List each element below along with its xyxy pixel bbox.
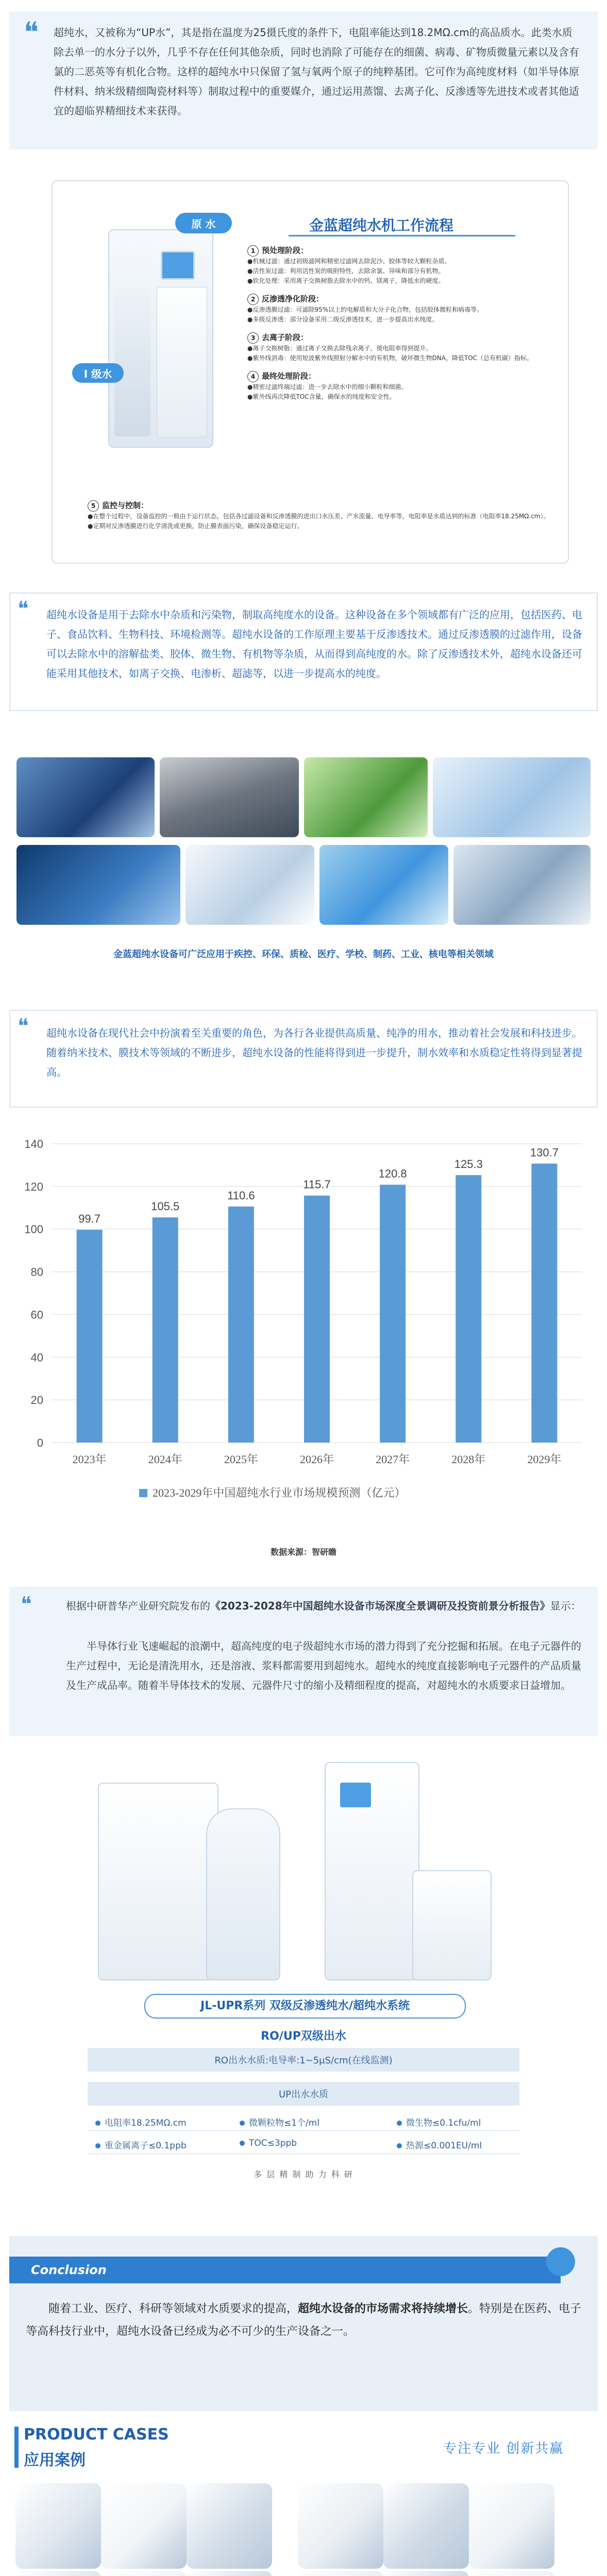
y-tick-label: 120 <box>24 1180 43 1193</box>
step-item: ●紫外线再次降低TOC含量，确保水的纯度和安全性。 <box>247 393 396 400</box>
step-item: ●软化处理：采用离子交换树脂去除水中的钙、镁离子，降低水的硬度。 <box>247 277 445 284</box>
bar <box>380 1185 406 1443</box>
quote-icon: ❝ <box>24 16 39 48</box>
industrial-plant-photo <box>160 757 299 837</box>
report-card <box>9 1587 598 1736</box>
case-photo <box>298 2571 383 2576</box>
case-photo <box>101 2571 187 2576</box>
up-quality-bar: UP出水水质 <box>88 2082 519 2106</box>
research-photo <box>16 845 180 925</box>
photo-caption: 金蓝超纯水设备可广泛应用于疾控、环保、质检、医疗、学校、制药、工业、核电等相关领域 <box>113 949 494 960</box>
spec-divider <box>88 2130 519 2131</box>
step-item: ●机械过滤：通过初级滤网和精密过滤网去除泥沙、胶体等较大颗粒杂质。 <box>247 258 451 265</box>
case-photo <box>469 2483 554 2569</box>
ro-up-label: RO/UP双级出水 <box>261 2030 346 2043</box>
bullet-icon <box>95 2121 100 2126</box>
product-slogan: 多 层 精 制 助 力 科 研 <box>254 2170 353 2179</box>
step-title: 去离子阶段： <box>262 333 309 342</box>
spec-particles: 微颗粒物≤1个/ml <box>240 2115 319 2128</box>
application-text: 超纯水设备是用于去除水中杂质和污染物，制取高纯度水的设备。这种设备在多个领域都有广泛的应用，包括医药、电子、食品饮料、生物科技、环境检测等。超纯水设备的工作原理主要基于反渗透技术。通过反渗透膜的过滤作用，设备可以去除水中的溶解盐类、胶体、微生物、有机物等杂质，从而得到高纯度的水。除了反渗透技术外，超纯水设备还可能采用其他技术，如离子交换、电渗析、超滤等，以进一步提高水的纯度。 <box>46 608 582 680</box>
x-tick-label: 2028年 <box>451 1453 486 1466</box>
case-photo <box>298 2483 383 2569</box>
photo-collage <box>0 757 607 943</box>
step-item: ●在整个过程中，设备监控的一般由于运行状态，包括各过滤设备和反渗透膜的进出口水压差、产水流量、电导率等，电阻率是水质达到的标准（电阻率18.25MΩ.cm）。 <box>88 513 550 520</box>
grade1-water-label: I 级水 <box>72 363 124 383</box>
x-tick-label: 2024年 <box>148 1453 182 1466</box>
report-text <box>66 1596 581 1616</box>
data-label: 130.7 <box>530 1146 559 1159</box>
conclusion-section <box>0 2236 607 2411</box>
bullet-icon <box>240 2121 245 2126</box>
conclusion-circle-icon <box>546 2247 575 2276</box>
machine-door <box>157 287 207 437</box>
case-photo <box>383 2483 469 2569</box>
health-photo <box>186 845 314 925</box>
step-5 <box>88 500 551 531</box>
x-tick-label: 2027年 <box>376 1453 410 1466</box>
cases-title-en: PRODUCT CASES <box>24 2426 169 2444</box>
laboratory-photo <box>433 757 591 837</box>
y-tick-label: 0 <box>37 1436 43 1449</box>
step-item: ●精密过滤终端过滤：进一步去除水中的细小颗粒和细菌。 <box>247 383 408 391</box>
intro-text: 超纯水，又被称为“UP水”，其是指在温度为25摄氏度的条件下，电阻率能达到18.2MΩ.cm的高品质水。此类水质除去单一的水分子以外，几乎不存在任何其他杂质，同时也消除了可能存在的细菌、病毒、矿物质微量元素以及含有氯的二恶英等有机化合物。这样的超纯水中只保留了氢与氧两个原子的纯粹基团。它可作为高纯度材料（如半导体原件材料、纳米级精细陶瓷材料等）制取过程中的重要媒介，通过运用蒸馏、去离子化、反渗透等先进技术或者其他适宜的超临界精细技术来获得。 <box>54 26 579 117</box>
report-lead: 根据中研普华产业研究院发布的 <box>66 1600 210 1612</box>
y-tick-label: 40 <box>30 1351 43 1364</box>
data-label: 99.7 <box>78 1212 100 1225</box>
step-item: ●离子交换树脂：通过离子交换去除残余离子，使电阻率得到提升。 <box>247 345 432 352</box>
bar <box>228 1207 254 1443</box>
step-title: 监控与控制： <box>102 501 149 510</box>
flow-title-underline <box>289 235 515 236</box>
step-number: 4 <box>247 371 259 382</box>
legend-swatch <box>139 1489 147 1497</box>
market-chart <box>10 1123 597 1535</box>
bar <box>531 1164 557 1443</box>
x-tick-label: 2023年 <box>72 1453 107 1466</box>
report-body: 半导体行业飞速崛起的浪潮中，超高纯度的电子级超纯水市场的潜力得到了充分挖掘和拓展。在电子元器件的生产过程中，无论是清洗用水，还是溶液、浆料都需要用到超纯水。超纯水的纯度直接影响电子元器件的产品质量及生产成品率。随着半导体技术的发展、元器件尺寸的缩小及精细程度的提高，对超纯水的水质要求日益增加。 <box>66 1640 581 1691</box>
case-photo <box>187 2483 272 2569</box>
bar <box>77 1230 103 1443</box>
data-label: 120.8 <box>378 1167 407 1180</box>
step-1 <box>247 245 536 286</box>
step-item: ●紫外线消毒：使用短波紫外线照射分解水中的有机物，破坏微生物DNA，降低TOC（总有机碳）指标。 <box>247 354 533 362</box>
application-card <box>9 592 598 711</box>
product-section <box>0 1752 607 2215</box>
bullet-icon <box>397 2121 402 2126</box>
product-unit-tall <box>325 1762 419 1980</box>
environment-leaf-photo <box>304 757 428 837</box>
cases-title-cn: 应用案例 <box>24 2451 86 2469</box>
spec-pyrogen: 热源≤0.001EU/ml <box>397 2138 482 2151</box>
report-rest: 显示： <box>550 1600 581 1612</box>
step-2 <box>247 293 536 325</box>
step-number: 5 <box>88 500 99 512</box>
spec-heavy-metals: 重金属离子≤0.1ppb <box>95 2138 187 2151</box>
pharmacy-photo <box>319 845 448 925</box>
y-tick-label: 140 <box>24 1138 43 1150</box>
machine-screen <box>161 251 195 280</box>
chart-source: 数据来源：智研瞻 <box>270 1547 336 1557</box>
conclusion-heading: Conclusion <box>31 2263 107 2277</box>
bar <box>456 1175 481 1443</box>
bullet-icon <box>240 2141 245 2146</box>
bar <box>304 1196 330 1443</box>
step-title: 反渗透净化阶段： <box>262 294 324 303</box>
model-bar: JL-UPR系列 双级反渗透纯水/超纯水系统 <box>144 1994 466 2019</box>
data-label: 115.7 <box>303 1178 331 1191</box>
case-photo <box>187 2571 272 2576</box>
flow-steps <box>247 245 536 409</box>
quote-icon: ❝ <box>21 1592 32 1616</box>
step-number: 1 <box>247 245 259 257</box>
case-photo <box>101 2483 187 2569</box>
intro-card <box>9 11 598 149</box>
y-tick-label: 60 <box>30 1308 43 1321</box>
case-photo <box>15 2483 101 2569</box>
step-item: ●反渗透膜过滤：可滤除95%以上的电解质和大分子化合物，包括胶体微粒和病毒等。 <box>247 306 483 313</box>
flow-title: 金蓝超纯水机工作流程 <box>309 217 454 234</box>
raw-water-label: 原 水 <box>175 213 232 233</box>
bullet-icon <box>397 2143 402 2148</box>
spec-toc: TOC≤3ppb <box>240 2138 297 2148</box>
cases-section <box>0 2421 607 2576</box>
x-tick-label: 2029年 <box>527 1453 562 1466</box>
ro-quality-bar: RO出水水质:电导率:1~5μS/cm(在线监测) <box>88 2048 519 2072</box>
case-photo <box>383 2571 469 2576</box>
step-title: 预处理阶段： <box>262 246 309 255</box>
product-screen <box>340 1783 371 1807</box>
y-tick-label: 80 <box>30 1265 43 1279</box>
cases-accent-bar <box>14 2427 19 2468</box>
spec-microbes: 微生物≤0.1cfu/ml <box>397 2115 481 2128</box>
product-unit-left <box>98 1783 218 1980</box>
cases-slogan: 专注专业 创新共赢 <box>443 2441 564 2456</box>
report-title: 《2023-2028年中国超纯水设备市场深度全景调研及投资前景分析报告》 <box>210 1600 550 1612</box>
market-card <box>9 1010 598 1108</box>
case-photo <box>15 2571 101 2576</box>
bar <box>153 1217 178 1443</box>
factory-photo <box>453 845 591 925</box>
data-label: 110.6 <box>227 1189 255 1202</box>
step-3 <box>247 332 536 363</box>
x-tick-label: 2026年 <box>299 1453 334 1466</box>
step-item: ●定期对反渗透膜进行化学清洗或更换，防止膜表面污染，确保设备稳定运行。 <box>88 522 304 530</box>
product-unit-small <box>412 1870 492 1980</box>
data-label: 125.3 <box>454 1157 483 1171</box>
market-text: 超纯水设备在现代社会中扮演着至关重要的角色，为各行各业提供高质量、纯净的用水，推动着社会发展和科技进步。随着纳米技术、膜技术等领域的不断进步，超纯水设备的性能将得到进一步提升，制水效率和水质稳定性将得到显著提高。 <box>46 1027 582 1078</box>
y-tick-label: 100 <box>24 1223 43 1236</box>
quote-icon: ❝ <box>18 597 29 621</box>
machine-panel <box>114 287 150 436</box>
case-photo <box>469 2571 554 2576</box>
data-label: 105.5 <box>151 1199 180 1213</box>
y-tick-label: 20 <box>30 1394 43 1407</box>
step-item: ●活性炭过滤：利用活性炭的吸附特性，去除余氯、异味和部分有机物。 <box>247 267 445 275</box>
flow-section <box>0 160 607 572</box>
step-item: ●多级反渗透：部分设备采用二级反渗透技术，进一步提高出水纯度。 <box>247 316 439 323</box>
machine-illustration <box>108 229 213 448</box>
bullet-icon <box>95 2143 100 2148</box>
step-4 <box>247 370 536 402</box>
product-unit-tank <box>206 1808 280 1980</box>
step-title: 最终处理阶段： <box>262 371 316 381</box>
conclusion-text: 随着工业、医疗、科研等领域对水质要求的提高，超纯水设备的市场需求将持续增长。特别是在医药、电子等高科技行业中，超纯水设备已经成为必不可少的生产设备之一。 <box>26 2302 582 2338</box>
step-number: 3 <box>247 332 259 344</box>
step-number: 2 <box>247 294 259 305</box>
spec-resistivity: 电阻率18.25MΩ.cm <box>95 2115 187 2128</box>
quote-icon: ❝ <box>18 1014 29 1038</box>
market-chart-svg <box>10 1123 597 1535</box>
x-tick-label: 2025年 <box>224 1453 258 1466</box>
lab-flask-photo <box>16 757 155 837</box>
legend-label: 2023-2029年中国超纯水行业市场规模预测（亿元） <box>153 1486 406 1499</box>
